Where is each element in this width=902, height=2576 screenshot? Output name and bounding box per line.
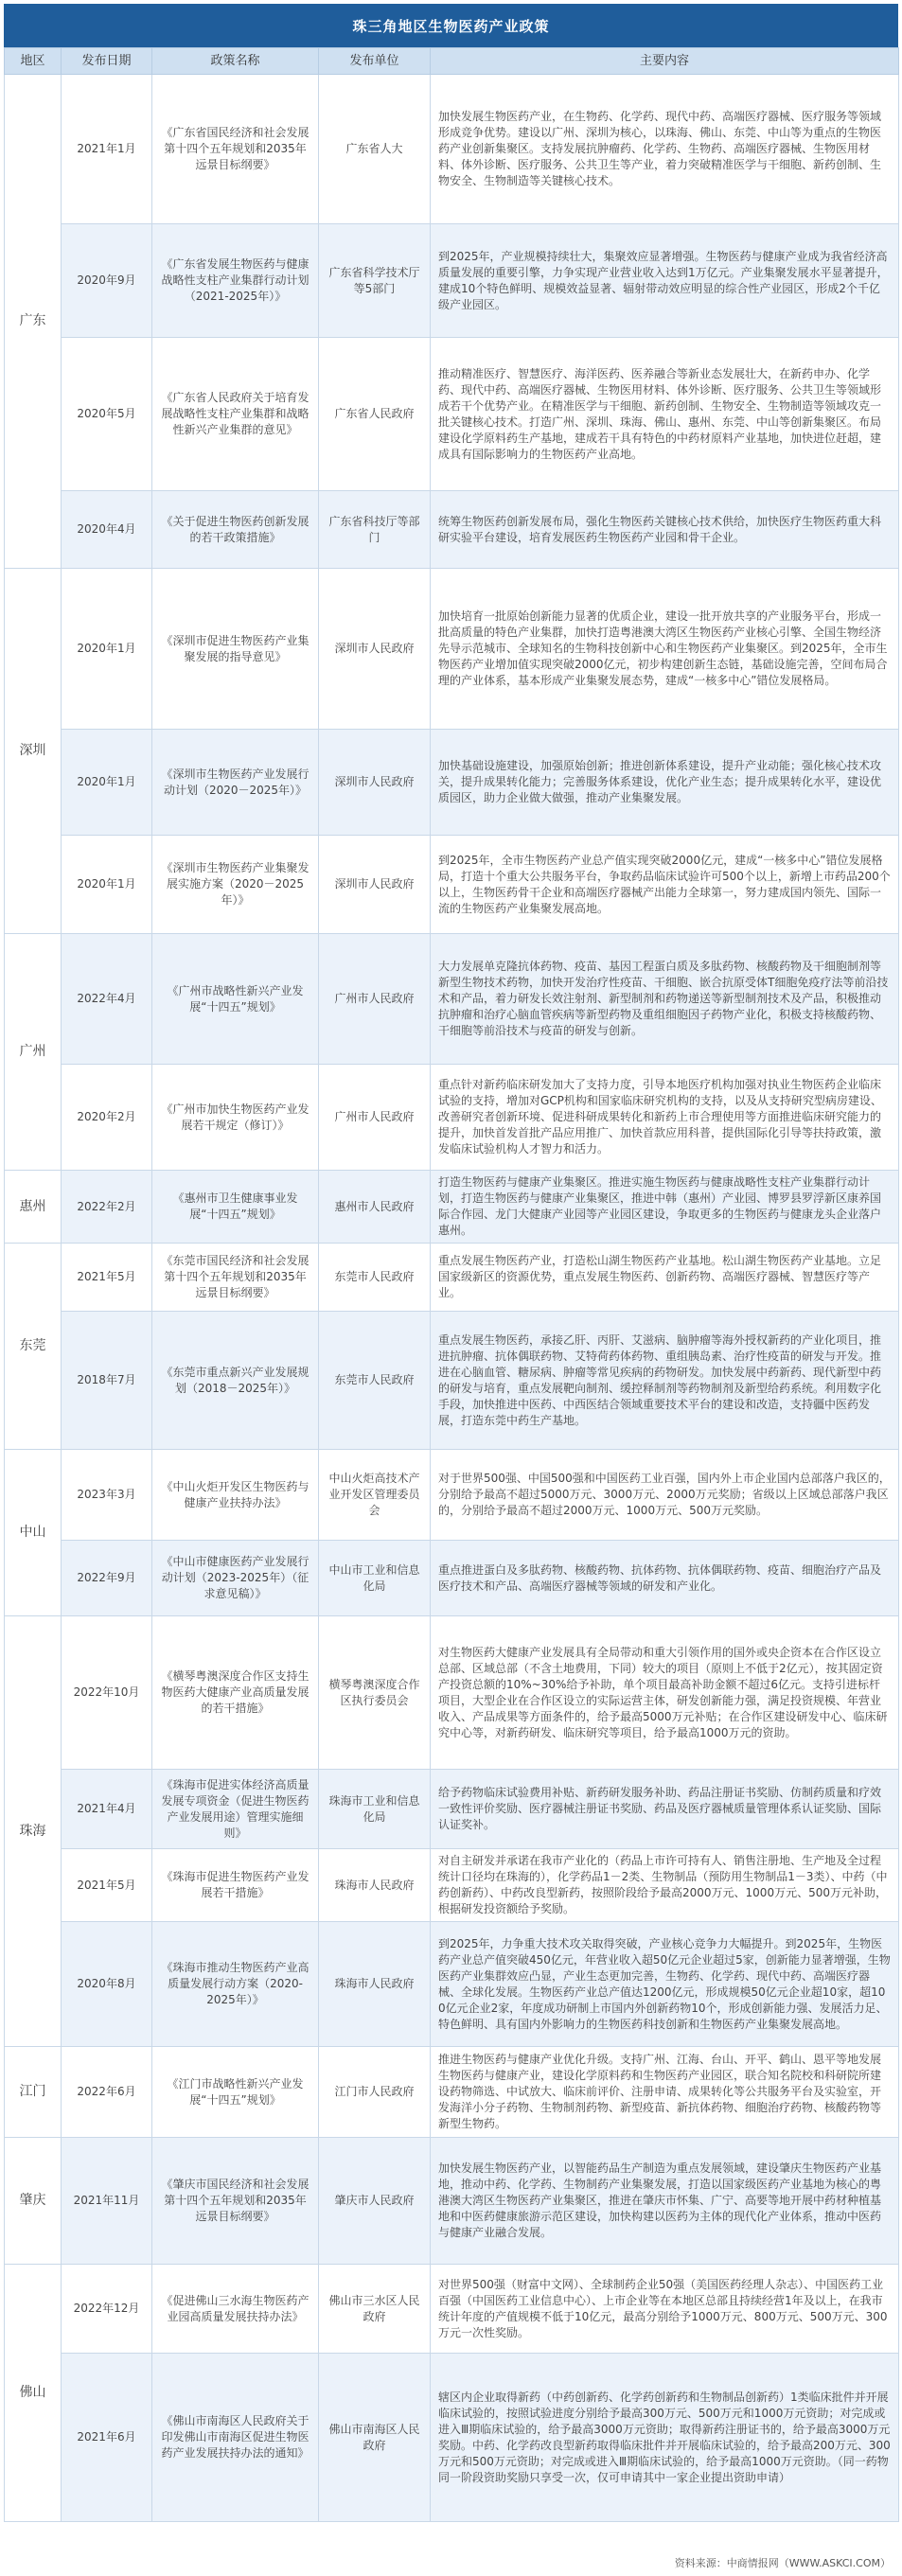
policy-name-cell: 《东莞市国民经济和社会发展第十四个五年规划和2035年远景目标纲要》	[152, 1244, 319, 1312]
content-cell: 加快基础设施建设，加强原始创新；推进创新体系建设，提升产业动能；强化核心技术攻关，提升成果转化能力；完善服务体系建设，优化产业生态；提升成果转化水平，建设优质园区，助力企业做大做强，推动产业集聚发展。	[431, 730, 899, 836]
publisher-cell: 广东省人民政府	[319, 338, 431, 491]
content-cell: 推进生物医药与健康产业优化升级。支持广州、江海、台山、开平、鹤山、恩平等地发展生物医药与健康产业，建设化学原料药和生物医药产业园区，联合知名院校和科研院所建设药物筛选、中试放大、临床前评价、注册申请、成果转化等公共服务平台及实验室，开发海洋小分子药物、生物制剂药物、新型疫苗、新抗体药物、细胞治疗药物、核酸药物等新型生物药。	[431, 2047, 899, 2138]
content-cell: 重点发展生物医药产业，打造松山湖生物医药产业基地。松山湖生物医药产业基地。立足国家级新区的资源优势，重点发展生物医药、创新药物、高端医疗器械、智慧医疗等产业。	[431, 1244, 899, 1312]
header-row	[5, 48, 899, 75]
header-content: 主要内容	[431, 48, 899, 75]
content-cell: 加快发展生物医药产业，在生物药、化学药、现代中药、高端医疗器械、医疗服务等领域形成竞争优势。建设以广州、深圳为核心，以珠海、佛山、东莞、中山等为重点的生物医药产业创新集聚区。支持发展抗肿瘤药、化学药、生物药、高端医疗器械、生物医用材料、体外诊断、医疗服务、公共卫生等产业，着力突破精准医学与干细胞、新药创制、生物安全、生物制造等关键核心技术。	[431, 75, 899, 224]
region-cell: 东莞	[5, 1244, 62, 1450]
policy-name-cell: 《深圳市促进生物医药产业集聚发展的指导意见》	[152, 569, 319, 730]
content-cell: 重点发展生物医药，承接乙肝、丙肝、艾滋病、脑肿瘤等海外授权新药的产业化项目，推进抗肿瘤、抗体偶联药物、艾特荷药体药物、重组胰岛素、治疗性疫苗的研发与开发。推进在心脑血管、糖尿病、肿瘤等常见疾病的药物研发。加快发展中药新药、现代新型中药的研发与培育，重点发展靶向制剂、缓控释制剂等药物制剂及新型给药系统。利用数字化手段，加快推进中医药、中西医结合领域重要技术平台的建设和改造，支持疆中医药发展，打造东莞中药生产基地。	[431, 1312, 899, 1450]
content-cell: 对世界500强（财富中文网）、全球制药企业50强（美国医药经理人杂志）、中国医药工业百强（中国医药工业信息中心）、上市企业等在本地区总部且持续经营1年及以上，在我市统计年度的产值规模不低于10亿元，最高分别给予1000万元、800万元、500万元、300万元一次性奖励。	[431, 2265, 899, 2354]
date-cell: 2022年4月	[62, 934, 152, 1065]
publisher-cell: 中山市工业和信息化局	[319, 1541, 431, 1616]
table-row	[5, 2265, 899, 2354]
table-row	[5, 1849, 899, 1922]
date-cell: 2020年1月	[62, 836, 152, 934]
publisher-cell: 佛山市三水区人民政府	[319, 2265, 431, 2354]
policy-name-cell: 《珠海市促进实体经济高质量发展专项资金（促进生物医药产业发展用途）管理实施细则》	[152, 1770, 319, 1849]
date-cell: 2020年4月	[62, 491, 152, 569]
table-row	[5, 1770, 899, 1849]
policy-name-cell: 《珠海市促进生物医药产业发展若干措施》	[152, 1849, 319, 1922]
page-title: 珠三角地区生物医药产业政策	[4, 4, 898, 47]
publisher-cell: 东莞市人民政府	[319, 1244, 431, 1312]
date-cell: 2020年1月	[62, 730, 152, 836]
policy-name-cell: 《关于促进生物医药创新发展的若干政策措施》	[152, 491, 319, 569]
table-row	[5, 836, 899, 934]
date-cell: 2022年2月	[62, 1171, 152, 1244]
content-cell: 加快培育一批原始创新能力显著的优质企业，建设一批开放共享的产业服务平台，形成一批高质量的特色产业集群，加快打造粤港澳大湾区生物医药产业核心引擎、全国生物经济先导示范城市、全球知名的生物科技创新中心和生物医药产业集聚区。到2025年，全市生物医药产业增加值实现突破2000亿元，初步构建创新生态链，基础设施完善，空间布局合理的产业体系，基本形成产业集聚发展态势，建成“一核多中心”错位发展格局。	[431, 569, 899, 730]
policy-table	[4, 47, 899, 2522]
content-cell: 给予药物临床试验费用补贴、新药研发服务补助、药品注册证书奖励、仿制药质量和疗效一致性评价奖励、医疗器械注册证书奖励、药品及医疗器械质量管理体系认证奖励、国际认证奖补。	[431, 1770, 899, 1849]
content-cell: 推动精准医疗、智慧医疗、海洋医药、医养融合等新业态发展壮大，在新药申办、化学药、现代中药、高端医疗器械、生物医用材料、体外诊断、医疗服务、公共卫生等领域形成若干个优势产业。在精准医学与干细胞、新药创制、生物安全、生物制造等领域攻克一批关键核心技术。打造广州、深圳、珠海、佛山、惠州、东莞、中山等创新集聚区。布局建设化学原料药生产基地，建成若干具有特色的中药材原料产业基地，加快进位赶超，建成具有国际影响力的生物医药产业高地。	[431, 338, 899, 491]
date-cell: 2021年6月	[62, 2354, 152, 2522]
policy-name-cell: 《深圳市生物医药产业集聚发展实施方案（2020－2025年）》	[152, 836, 319, 934]
policy-name-cell: 《中山火炬开发区生物医药与健康产业扶持办法》	[152, 1450, 319, 1541]
publisher-cell: 惠州市人民政府	[319, 1171, 431, 1244]
header-date: 发布日期	[62, 48, 152, 75]
date-cell: 2021年1月	[62, 75, 152, 224]
content-cell: 对生物医药大健康产业发展具有全局带动和重大引领作用的国外或央企资本在合作区设立总部、区域总部（不含土地费用，下同）较大的项目（原则上不低于2亿元），按其固定资产投资总额的10%~30%给予补助，单个项目最高补助金额不超过6亿元。支持引进标杆项目，大型企业在合作区设立的实际运营主体，研发创新能力强，满足投资规模、年营业收入、产品成果等方面条件的，给予最高5000万元补贴；在合作区建设研发中心、临床研究中心等，对新药研发、临床研究等项目，给予最高1000万元的资助。	[431, 1616, 899, 1770]
publisher-cell: 珠海市工业和信息化局	[319, 1770, 431, 1849]
table-row	[5, 1616, 899, 1770]
policy-name-cell: 《东莞市重点新兴产业发展规划（2018－2025年）》	[152, 1312, 319, 1450]
publisher-cell: 珠海市人民政府	[319, 1849, 431, 1922]
date-cell: 2018年7月	[62, 1312, 152, 1450]
region-cell: 佛山	[5, 2265, 62, 2522]
policy-name-cell: 《深圳市生物医药产业发展行动计划（2020－2025年）》	[152, 730, 319, 836]
date-cell: 2020年1月	[62, 569, 152, 730]
region-cell: 深圳	[5, 569, 62, 934]
publisher-cell: 深圳市人民政府	[319, 569, 431, 730]
table-row	[5, 491, 899, 569]
date-cell: 2022年10月	[62, 1616, 152, 1770]
table-row	[5, 1171, 899, 1244]
publisher-cell: 广州市人民政府	[319, 1065, 431, 1171]
content-cell: 重点推进蛋白及多肽药物、核酸药物、抗体药物、抗体偶联药物、疫苗、细胞治疗产品及医疗技术和产品、高端医疗器械等领域的研发和产业化。	[431, 1541, 899, 1616]
content-cell: 到2025年，全市生物医药产业总产值实现突破2000亿元，建成“一核多中心”错位发展格局，打造十个重大公共服务平台，争取药品临床试验许可500个以上，新增上市药品200个以上，生物医药骨干企业和高端医疗器械产出能力全球第一，努力建成国内领先、国际一流的生物医药产业集聚发展高地。	[431, 836, 899, 934]
region-cell: 广东	[5, 75, 62, 569]
publisher-cell: 广东省科学技术厅等5部门	[319, 224, 431, 338]
content-cell: 对自主研发并承诺在我市产业化的（药品上市许可持有人、销售注册地、生产地及全过程统计口径均在珠海的），化学药品1－2类、生物制品（预防用生物制品1－3类）、中药（中药创新药）、中药改良型新药，按照阶段给予最高2000万元、1000万元、500万元补助，根据研发投资额给予奖励。	[431, 1849, 899, 1922]
content-cell: 辖区内企业取得新药（中药创新药、化学药创新药和生物制品创新药）1类临床批件并开展临床试验的，按照试验进度分别给予最高300万元、500万元和1000万元资助；对完成或进入Ⅲ期临床试验的，给予最高3000万元资助；取得新药注册证书的，给予最高3000万元奖励。中药、化学药改良型新药取得临床批件并开展临床试验的，给予最高200万元、300万元和500万元资助；对完成或进入Ⅲ期临床试验的，给予最高1000万元资助。（同一药物同一阶段资助奖励只享受一次，仅可申请其中一家企业提出资助申请）	[431, 2354, 899, 2522]
publisher-cell: 广州市人民政府	[319, 934, 431, 1065]
table-row	[5, 75, 899, 224]
policy-name-cell: 《广东省国民经济和社会发展第十四个五年规划和2035年远景目标纲要》	[152, 75, 319, 224]
date-cell: 2021年4月	[62, 1770, 152, 1849]
region-cell: 惠州	[5, 1171, 62, 1244]
date-cell: 2021年11月	[62, 2138, 152, 2265]
date-cell: 2022年6月	[62, 2047, 152, 2138]
table-row	[5, 934, 899, 1065]
table-row	[5, 1244, 899, 1312]
table-row	[5, 2138, 899, 2265]
source-note: 资料来源：中商情报网（WWW.ASKCI.COM）	[674, 2557, 891, 2569]
region-cell: 广州	[5, 934, 62, 1171]
publisher-cell: 江门市人民政府	[319, 2047, 431, 2138]
table-row	[5, 224, 899, 338]
policy-name-cell: 《江门市战略性新兴产业发展“十四五”规划》	[152, 2047, 319, 2138]
publisher-cell: 横琴粤澳深度合作区执行委员会	[319, 1616, 431, 1770]
table-row	[5, 569, 899, 730]
content-cell: 重点针对新药临床研发加大了支持力度，引导本地医疗机构加强对执业生物医药企业临床试验的支持，增加对GCP机构和国家临床研究机构的支持，以及从支持研究型病房建设、改善研究者创新环境、促进科研成果转化和新药上市合理使用等方面推进临床研究能力的提升，加快首发首批产品应用推广、加快首款应用科普，提供国际化引导等扶持政策，激发临床试验机构人才智力和活力。	[431, 1065, 899, 1171]
policy-name-cell: 《肇庆市国民经济和社会发展第十四个五年规划和2035年远景目标纲要》	[152, 2138, 319, 2265]
header-publisher: 发布单位	[319, 48, 431, 75]
date-cell: 2023年3月	[62, 1450, 152, 1541]
content-cell: 统筹生物医药创新发展布局，强化生物医药关键核心技术供给，加快医疗生物医药重大科研实验平台建设，培育发展医药生物医药产业园和骨干企业。	[431, 491, 899, 569]
policy-name-cell: 《横琴粤澳深度合作区支持生物医药大健康产业高质量发展的若干措施》	[152, 1616, 319, 1770]
table-row	[5, 1922, 899, 2047]
date-cell: 2021年5月	[62, 1244, 152, 1312]
publisher-cell: 肇庆市人民政府	[319, 2138, 431, 2265]
region-cell: 江门	[5, 2047, 62, 2138]
publisher-cell: 广东省科技厅等部门	[319, 491, 431, 569]
table-body	[5, 75, 899, 2522]
date-cell: 2022年12月	[62, 2265, 152, 2354]
publisher-cell: 东莞市人民政府	[319, 1312, 431, 1450]
publisher-cell: 深圳市人民政府	[319, 836, 431, 934]
date-cell: 2022年9月	[62, 1541, 152, 1616]
policy-name-cell: 《广东省人民政府关于培育发展战略性支柱产业集群和战略性新兴产业集群的意见》	[152, 338, 319, 491]
date-cell: 2020年5月	[62, 338, 152, 491]
policy-name-cell: 《促进佛山三水海生物医药产业园高质量发展扶持办法》	[152, 2265, 319, 2354]
publisher-cell: 珠海市人民政府	[319, 1922, 431, 2047]
table-row	[5, 1065, 899, 1171]
policy-name-cell: 《广州市加快生物医药产业发展若干规定（修订）》	[152, 1065, 319, 1171]
content-cell: 加快发展生物医药产业，以智能药品生产制造为重点发展领域，建设肇庆生物医药产业基地，推动中药、化学药、生物制药产业集聚发展，打造以国家级医药产业基地为核心的粤港澳大湾区生物医药产业集聚区，推进在肇庆市怀集、广宁、高要等地开展中药材种植基地和中医药健康旅游示范区建设，加快构建以医药为主体的现代化产业体系，推动中医药与健康产业融合发展。	[431, 2138, 899, 2265]
table-row	[5, 730, 899, 836]
content-cell: 对于世界500强、中国500强和中国医药工业百强，国内外上市企业国内总部落户我区的，分别给予最高不超过5000万元、3000万元、2000万元奖励；省级以上区域总部落户我区的，分别给予最高不超过2000万元、1000万元、500万元奖励。	[431, 1450, 899, 1541]
region-cell: 珠海	[5, 1616, 62, 2047]
region-cell: 肇庆	[5, 2138, 62, 2265]
content-cell: 到2025年，力争重大技术攻关取得突破，产业核心竞争力大幅提升。到2025年，生物医药产业总产值突破450亿元，年营业收入超50亿元企业超过5家，创新能力显著增强，生物医药产业集群效应凸显，产业生态更加完善，生物药、化学药、现代中药、高端医疗器械、全球化发展。生物医药产业总产值达1200亿元，形成规模50亿元企业超10家，超100亿元企业2家，年度成功研制上市国内外创新药物10个，形成创新能力强、发展活力足、特色鲜明、具有国内外影响力的生物医药科技创新和生物医药产业集聚发展高地。	[431, 1922, 899, 2047]
table-row	[5, 1541, 899, 1616]
publisher-cell: 广东省人大	[319, 75, 431, 224]
table-header	[5, 48, 899, 75]
date-cell: 2020年2月	[62, 1065, 152, 1171]
content-cell: 大力发展单克隆抗体药物、疫苗、基因工程蛋白质及多肽药物、核酸药物及干细胞制剂等新型生物技术药物，加快开发治疗性疫苗、干细胞、嵌合抗原受体T细胞免疫疗法等前沿技术和产品，着力研发长效注射剂、新型制剂和药物递送等新型制剂技术及产品，积极推动抗肿瘤和治疗心脑血管疾病等新型药物及重组细胞因子药物产业化，积极支持核酸药物、干细胞等前沿技术与疫苗的研发与创新。	[431, 934, 899, 1065]
content-cell: 到2025年，产业规模持续壮大，集聚效应显著增强。生物医药与健康产业成为我省经济高质量发展的重要引擎，力争实现产业营业收入达到1万亿元。产业集聚发展水平显著提升，建成10个特色鲜明、规模效益显著、辐射带动效应明显的综合性产业园区，形成2个千亿级产业园区。	[431, 224, 899, 338]
policy-name-cell: 《广州市战略性新兴产业发展“十四五”规划》	[152, 934, 319, 1065]
table-row	[5, 338, 899, 491]
table-row	[5, 2354, 899, 2522]
publisher-cell: 佛山市南海区人民政府	[319, 2354, 431, 2522]
region-cell: 中山	[5, 1450, 62, 1616]
publisher-cell: 深圳市人民政府	[319, 730, 431, 836]
table-row	[5, 1312, 899, 1450]
publisher-cell: 中山火炬高技术产业开发区管理委员会	[319, 1450, 431, 1541]
policy-name-cell: 《惠州市卫生健康事业发展“十四五”规划》	[152, 1171, 319, 1244]
date-cell: 2020年8月	[62, 1922, 152, 2047]
header-policy-name: 政策名称	[152, 48, 319, 75]
policy-name-cell: 《广东省发展生物医药与健康战略性支柱产业集群行动计划（2021-2025年）》	[152, 224, 319, 338]
policy-name-cell: 《中山市健康医药产业发展行动计划（2023-2025年）（征求意见稿）》	[152, 1541, 319, 1616]
header-region: 地区	[5, 48, 62, 75]
table-row	[5, 1450, 899, 1541]
content-cell: 打造生物医药与健康产业集聚区。推进实施生物医药与健康战略性支柱产业集群行动计划，打造生物医药与健康产业集聚区，推进中韩（惠州）产业园、博罗县罗浮新区康养国际合作园、龙门大健康产业园等产业园区建设，争取更多的生物医药与健康龙头企业落户惠州。	[431, 1171, 899, 1244]
date-cell: 2020年9月	[62, 224, 152, 338]
policy-name-cell: 《珠海市推动生物医药产业高质量发展行动方案（2020-2025年）》	[152, 1922, 319, 2047]
table-row	[5, 2047, 899, 2138]
date-cell: 2021年5月	[62, 1849, 152, 1922]
policy-name-cell: 《佛山市南海区人民政府关于印发佛山市南海区促进生物医药产业发展扶持办法的通知》	[152, 2354, 319, 2522]
